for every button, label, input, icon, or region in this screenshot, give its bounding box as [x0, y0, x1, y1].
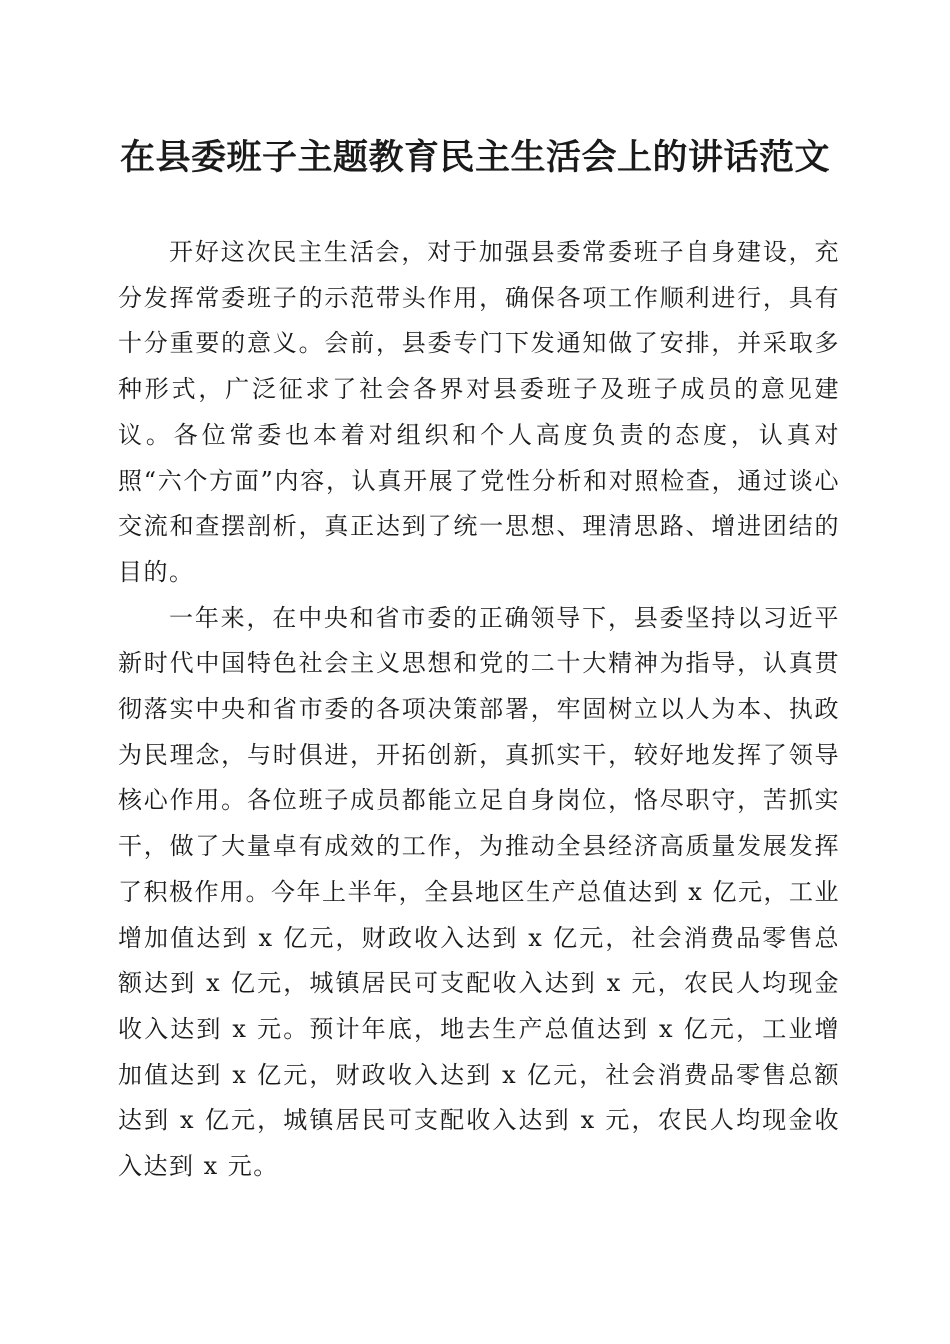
paragraph-review: 一年来，在中央和省市委的正确领导下，县委坚持以习近平新时代中国特色社会主义思想和党的二十大精神为指导，认真贯彻落实中央和省市委的各项决策部署，牢固树立以人为本、执政为民理念，与时俱进，开拓创新，真抓实干，较好地发挥了领导核心作用。各位班子成员都能立足自身岗位，恪尽职守，苦抓实干，做了大量卓有成效的工作，为推动全县经济高质量发展发挥了积极作用。今年上半年，全县地区生产总值达到 x 亿元，工业增加值达到 x 亿元，财政收入达到 x 亿元，社会消费品零售总额达到 x 亿元，城镇居民可支配收入达到 x 元，农民人均现金收入达到 x 元。预计年底，地去生产总值达到 x 亿元，工业增加值达到 x 亿元，财政收入达到 x 亿元，社会消费品零售总额达到 x 亿元，城镇居民可支配收入达到 x 元，农民人均现金收入达到 x 元。 [118, 603, 840, 1181]
document-title: 在县委班子主题教育民主生活会上的讲话范文 [119, 137, 830, 178]
paragraph-opening: 开好这次民主生活会，对于加强县委常委班子自身建设，充分发挥常委班子的示范带头作用，确保各项工作顺利进行，具有十分重要的意义。会前，县委专门下发通知做了安排，并采取多种形式，广泛征求了社会各界对县委班子及班子成员的意见建议。各位常委也本着对组织和个人高度负责的态度，认真对照“六个方面”内容，认真开展了党性分析和对照检查，通过谈心交流和查摆剖析，真正达到了统一思想、理清思路、增进团结的目的。 [118, 238, 840, 586]
document-body [118, 230, 840, 1190]
